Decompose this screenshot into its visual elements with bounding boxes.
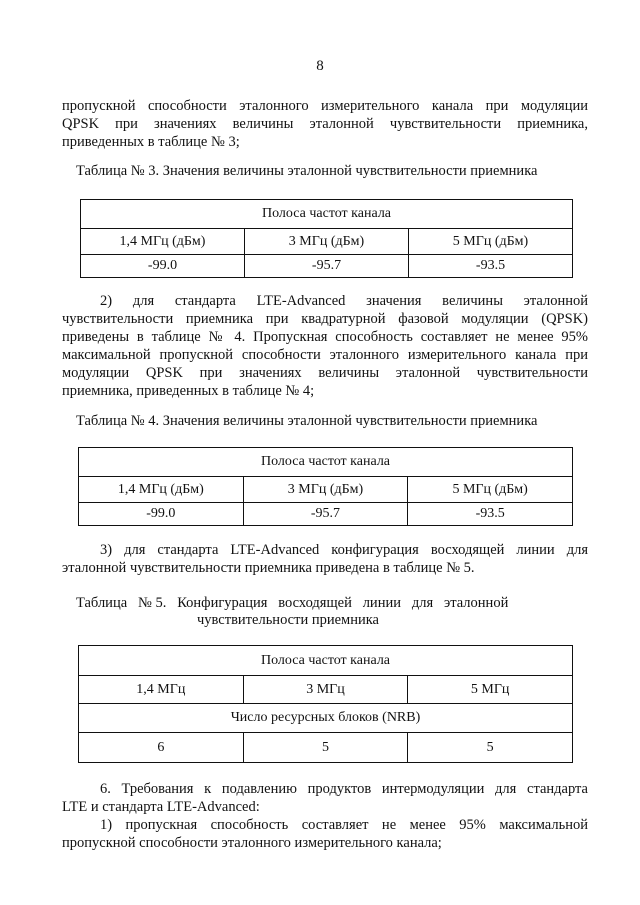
table3-col-1: 1,4 МГц (дБм) xyxy=(81,229,245,255)
intro-line-2: QPSK при значениях величины эталонной чувствительности приемника, xyxy=(62,116,588,132)
page-number: 8 xyxy=(316,58,324,74)
table3 xyxy=(80,199,573,278)
table5-value-2: 5 xyxy=(243,733,408,763)
table3-header: Полоса частот канала xyxy=(81,200,573,229)
para3-line-2: эталонной чувствительности приемника приведена в таблице № 5. xyxy=(62,560,475,576)
section6-line-4: пропускной способности эталонного измерительного канала; xyxy=(62,835,442,851)
table5-col-1: 1,4 МГц xyxy=(79,676,244,704)
section6-line-1: 6. Требования к подавлению продуктов интермодуляции для стандарта xyxy=(100,781,588,797)
para2-line-1: 2) для стандарта LTE-Advanced значения величины эталонной xyxy=(100,293,588,309)
table5-col-2: 3 МГц xyxy=(243,676,408,704)
table5-value-3: 5 xyxy=(408,733,573,763)
table3-value-3: -93.5 xyxy=(409,255,573,278)
table4-col-2: 3 МГц (дБм) xyxy=(243,477,408,503)
intro-paragraph xyxy=(62,97,588,151)
table4-value-2: -95.7 xyxy=(243,503,408,526)
table4-header: Полоса частот канала xyxy=(79,448,573,477)
table4-value-1: -99.0 xyxy=(79,503,244,526)
section6-line-2: LTE и стандарта LTE-Advanced: xyxy=(62,799,260,815)
table3-col-2: 3 МГц (дБм) xyxy=(245,229,409,255)
table5-caption-line-2: чувствительности приемника xyxy=(197,612,379,628)
para2-line-6: приемника, приведенных в таблице № 4; xyxy=(62,383,315,399)
table4-col-3: 5 МГц (дБм) xyxy=(408,477,573,503)
paragraph-3 xyxy=(62,541,588,577)
table3-value-2: -95.7 xyxy=(245,255,409,278)
table4-value-3: -93.5 xyxy=(408,503,573,526)
para2-line-2: чувствительности приемника при квадратурной фазовой модуляции (QPSK) xyxy=(62,311,588,327)
para2-line-5: модуляции QPSK при значениях величины эталонной чувствительности xyxy=(62,365,588,381)
paragraph-2 xyxy=(62,292,588,400)
table3-value-1: -99.0 xyxy=(81,255,245,278)
para2-line-3: приведены в таблице № 4. Пропускная способность составляет не менее 95% xyxy=(62,329,588,345)
table5 xyxy=(78,645,573,763)
intro-line-3: приведенных в таблице № 3; xyxy=(62,134,240,150)
table5-caption-line-1: Таблица № 5. Конфигурация восходящей линии для эталонной xyxy=(76,595,509,611)
table3-caption: Таблица № 3. Значения величины эталонной чувствительности приемника xyxy=(76,163,538,179)
table5-subheader: Число ресурсных блоков (NRB) xyxy=(79,704,573,733)
section6-line-3: 1) пропускная способность составляет не менее 95% максимальной xyxy=(100,817,588,833)
section-6 xyxy=(62,780,588,852)
table4-caption: Таблица № 4. Значения величины эталонной чувствительности приемника xyxy=(76,413,538,429)
table4-col-1: 1,4 МГц (дБм) xyxy=(79,477,244,503)
table5-header: Полоса частот канала xyxy=(79,646,573,676)
para3-line-1: 3) для стандарта LTE-Advanced конфигурация восходящей линии для xyxy=(100,542,588,558)
table5-value-1: 6 xyxy=(79,733,244,763)
para2-line-4: максимальной пропускной способности эталонного измерительного канала при xyxy=(62,347,588,363)
intro-line-1: пропускной способности эталонного измерительного канала при модуляции xyxy=(62,98,588,114)
table4 xyxy=(78,447,573,526)
table3-col-3: 5 МГц (дБм) xyxy=(409,229,573,255)
table5-col-3: 5 МГц xyxy=(408,676,573,704)
